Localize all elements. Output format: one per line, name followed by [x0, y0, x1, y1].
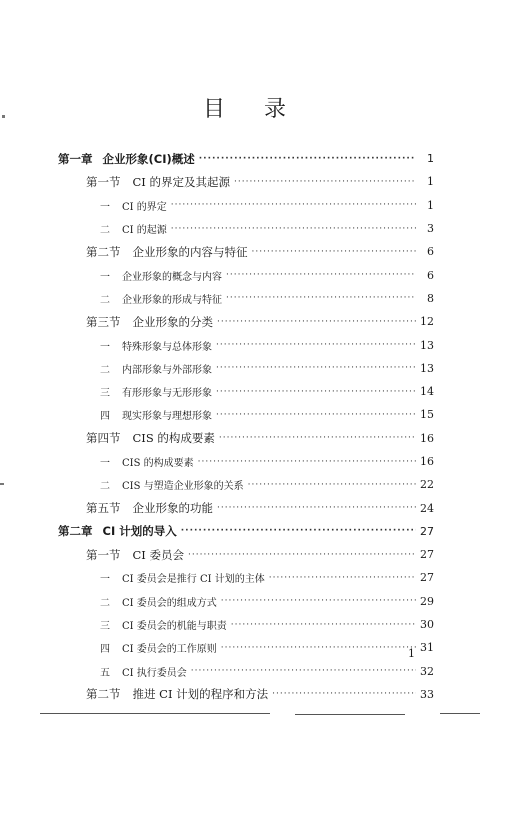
toc-entry-number: 一 [100, 574, 110, 586]
toc-entry-title: 企业形象的分类 [132, 314, 213, 329]
toc-entry-page: 30 [420, 618, 434, 632]
toc-entry-number: 第二节 [86, 687, 121, 702]
toc-entry-page: 16 [420, 455, 434, 468]
scan-mark [0, 483, 4, 485]
toc-section [58, 170, 434, 193]
dot-leader [217, 317, 416, 327]
dot-leader [216, 387, 416, 397]
toc-chapter [58, 147, 434, 170]
toc-entry-page: 31 [420, 641, 434, 655]
toc-entry-title: CI 执行委员会 [122, 667, 187, 679]
toc-entry-number: 一 [100, 271, 110, 283]
toc-entry-page: 32 [420, 664, 434, 678]
toc-entry-title: 推进 CI 计划的程序和方法 [132, 687, 269, 702]
toc-entry-number: 第二章 [58, 524, 93, 539]
toc-subsection [58, 357, 434, 380]
toc-entry-title: CI 计划的导入 [102, 524, 177, 539]
dot-leader [216, 363, 416, 373]
toc-entry-number: 第一章 [58, 151, 93, 166]
toc-entry-number: 四 [100, 644, 110, 656]
toc-subsection [58, 473, 434, 496]
dot-leader [171, 224, 416, 234]
toc-entry-number: 二 [100, 364, 110, 376]
toc-entry-page: 24 [420, 501, 434, 515]
toc-entry-page: 1 [427, 198, 434, 212]
page-title: 目 录 [203, 97, 302, 122]
page-number: 1 [408, 647, 415, 660]
toc-subsection [58, 590, 434, 613]
toc-entry-title: CI 委员会的机能与职责 [122, 621, 227, 633]
toc-entry-page: 3 [427, 222, 434, 236]
toc-entry-title: 企业形象的形成与特征 [122, 294, 222, 306]
toc-subsection [58, 636, 434, 659]
toc-subsection [58, 613, 434, 636]
dot-leader [171, 200, 416, 210]
dot-leader [221, 643, 416, 653]
toc-entry-number: 第二节 [86, 244, 121, 259]
toc-entry-page: 1 [427, 175, 434, 189]
table-of-contents [58, 147, 434, 706]
toc-subsection [58, 287, 434, 310]
dot-leader [248, 480, 416, 490]
toc-entry-title: 企业形象(CI)概述 [102, 151, 195, 166]
toc-entry-title: CI 的起源 [122, 225, 167, 237]
toc-subsection [58, 194, 434, 217]
toc-entry-number: 第一节 [86, 174, 121, 189]
toc-entry-number: 二 [100, 294, 110, 306]
toc-entry-number: 第三节 [86, 314, 121, 329]
toc-entry-number: 一 [100, 458, 110, 469]
toc-subsection [58, 333, 434, 356]
dot-leader [217, 503, 416, 513]
toc-entry-title: 企业形象的概念与内容 [122, 271, 222, 283]
toc-entry-title: CI 委员会是推行 CI 计划的主体 [122, 574, 265, 586]
toc-entry-title: 现实形象与理想形象 [122, 411, 212, 423]
toc-entry-title: CIS 与塑造企业形象的关系 [122, 481, 244, 493]
toc-entry-number: 第四节 [86, 431, 121, 446]
scan-edge-line [40, 713, 270, 714]
toc-subsection [58, 217, 434, 240]
toc-entry-title: 企业形象的内容与特征 [132, 244, 248, 259]
dot-leader [221, 596, 416, 606]
toc-entry-page: 29 [420, 594, 434, 608]
toc-entry-number: 五 [100, 667, 110, 679]
toc-entry-title: 特殊形象与总体形象 [122, 341, 212, 353]
toc-entry-title: CI 委员会的工作原则 [122, 644, 217, 656]
toc-entry-number: 二 [100, 225, 110, 237]
toc-section [58, 240, 434, 263]
scan-edge-line [440, 713, 480, 714]
toc-chapter [58, 520, 434, 543]
toc-entry-page: 6 [427, 268, 434, 282]
toc-entry-number: 三 [100, 621, 110, 633]
toc-entry-page: 13 [420, 361, 434, 375]
toc-entry-number: 二 [100, 597, 110, 609]
toc-entry-number: 第五节 [86, 501, 121, 516]
toc-entry-title: 有形形象与无形形象 [122, 388, 212, 400]
toc-entry-title: CI 的界定及其起源 [132, 174, 230, 189]
dot-leader [252, 247, 417, 257]
toc-entry-number: 四 [100, 411, 110, 423]
dot-leader [231, 620, 416, 630]
toc-subsection [58, 380, 434, 403]
toc-subsection [58, 403, 434, 426]
toc-subsection [58, 660, 434, 683]
toc-entry-title: CI 委员会 [132, 547, 184, 562]
toc-subsection [58, 450, 434, 473]
dot-leader [188, 550, 416, 560]
dot-leader [269, 573, 416, 583]
dot-leader [216, 410, 416, 420]
toc-entry-number: 二 [100, 481, 110, 493]
toc-section [58, 683, 434, 706]
toc-section [58, 496, 434, 519]
toc-entry-title: CI 的界定 [122, 201, 167, 213]
toc-entry-page: 22 [420, 478, 434, 492]
dot-leader [199, 154, 416, 164]
toc-section [58, 543, 434, 566]
toc-entry-page: 13 [420, 338, 434, 352]
toc-entry-number: 一 [100, 201, 110, 213]
toc-entry-page: 27 [420, 548, 434, 562]
dot-leader [181, 526, 416, 536]
toc-entry-page: 12 [420, 315, 434, 329]
toc-section [58, 427, 434, 450]
toc-entry-title: 企业形象的功能 [132, 501, 213, 516]
dot-leader [226, 293, 416, 303]
dot-leader [234, 177, 416, 187]
toc-subsection [58, 566, 434, 589]
scan-mark [2, 115, 5, 118]
toc-entry-page: 15 [420, 408, 434, 422]
dot-leader [219, 433, 416, 443]
toc-entry-page: 27 [420, 524, 434, 538]
toc-entry-number: 第一节 [86, 547, 121, 562]
toc-entry-number: 三 [100, 388, 110, 400]
toc-entry-title: CIS 的构成要素 [122, 458, 194, 469]
toc-entry-page: 8 [427, 291, 434, 305]
toc-entry-page: 1 [427, 152, 434, 166]
toc-entry-title: CIS 的构成要素 [132, 431, 215, 446]
dot-leader [272, 689, 416, 699]
scan-edge-line [295, 714, 405, 715]
toc-entry-page: 27 [420, 571, 434, 585]
dot-leader [198, 457, 416, 467]
toc-entry-page: 6 [427, 245, 434, 259]
toc-entry-title: 内部形象与外部形象 [122, 364, 212, 376]
toc-entry-page: 16 [420, 431, 434, 445]
toc-entry-page: 33 [420, 687, 434, 701]
toc-section [58, 310, 434, 333]
toc-subsection [58, 263, 434, 286]
toc-entry-number: 一 [100, 341, 110, 353]
dot-leader [226, 270, 416, 280]
toc-entry-page: 14 [420, 385, 434, 399]
toc-entry-title: CI 委员会的组成方式 [122, 597, 217, 609]
dot-leader [191, 666, 416, 676]
dot-leader [216, 340, 416, 350]
